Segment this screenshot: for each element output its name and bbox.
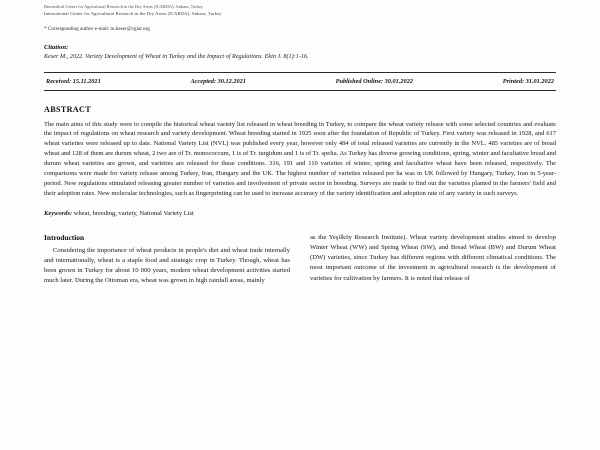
affiliation-line: International Center for Agricultural Research in the Dry Areas (ICARDA), Ankara, Turkey [44,11,222,17]
abstract-heading: ABSTRACT [44,104,91,114]
two-column-body [44,233,556,287]
introduction-paragraph-left: Considering the importance of wheat products in people's diet and wheat trade internally and internationally, wheat is a staple food and strategic crop in Turkey. Though, wheat has been grown in Turkey for about 10 000 years, modern wheat development activities started much later. During the Ottoman era, wheat was grown in high rainfall areas, mainly [44,246,290,285]
keywords-line [44,210,556,217]
introduction-heading: Introduction [44,232,85,242]
column-left [44,233,290,287]
corresponding-author-email: * Corresponding author e-mail: m.keser@cgiar.org [44,26,150,33]
column-right [310,233,556,287]
top-clipped-line: Biomedical Center for Agricultural Research in the Dry Areas (ICARDA), Ankara, Turkey [44,4,204,9]
date-accepted: Accepted: 30.12.2021 [190,77,246,85]
keywords-label: Keywords: [44,209,73,217]
citation-text: Keser M., 2022. Variety Development of Wheat in Turkey and the Impact of Regulations. Ekin J. 8(1):1-16. [44,53,309,61]
abstract-section [44,105,556,217]
keywords-values: wheat, breeding, variety, National Variety List [73,209,194,217]
date-printed: Printed: 31.01.2022 [502,77,554,85]
date-published-online: Published Online: 30.01.2022 [335,77,413,85]
dates-row [44,73,556,90]
divider-bottom [44,90,556,91]
introduction-paragraph-right: as the Yeşilköy Research Institute). Wheat variety development studies aimed to develop Winter Wheat (WW) and Spring Wheat (SW), and Bread Wheat (BW) and Durum Wheat (DW) varieties, since Turkey has different regions with different climatical conditions. The most important outcome of the investment in agricultural research is the development of varieties for cultivation by farmers. It is noted that release of [310,233,556,282]
abstract-text: The main aims of this study were to compile the historical wheat variety list released in wheat breeding in Turkey, to compare the wheat variety release with some selected countries and evaluate the impact of regulations on wheat research and variety development. Wheat breeding started in 1925 soon after the foundation of Republic of Turkey. First variety was released in 1928, and 617 wheat varieties were released up to date. National Variety List (NVL) was published every year, however only 484 of total released varieties are currently in the NVL. 485 varieties are of bread wheat and 128 of them are durum wheat, 2 two are of Tr. monococcum, 1 is of Tr. turgidum and 1 is of Tr. spelta. As Turkey has diverse growing conditions, spring, winter and facultative bread and durum wheat varieties are grown, and varieties are released for these conditions. 316, 191 and 110 varieties of winter, spring and facultative wheat have been released, respectively. The comparisons were made for variety release among Turkey, Iran, Hungary and the UK. The highest number of varieties released per ha was in UK followed by Hungary, Turkey, Iran in 5-year-period. New regulations stimulated releasing greater number of varieties and involvement of private sector in breeding. Surveys are made to find out the varieties planted in the farmers' field and their adoption rates. New molecular technologies, such as fingerprinting can be used to increase accuracy of the variety identification and adoption rate of any variety in such surveys. [44,120,556,197]
citation-label: Citation: [44,44,69,52]
date-received: Received: 15.11.2021 [46,77,101,85]
